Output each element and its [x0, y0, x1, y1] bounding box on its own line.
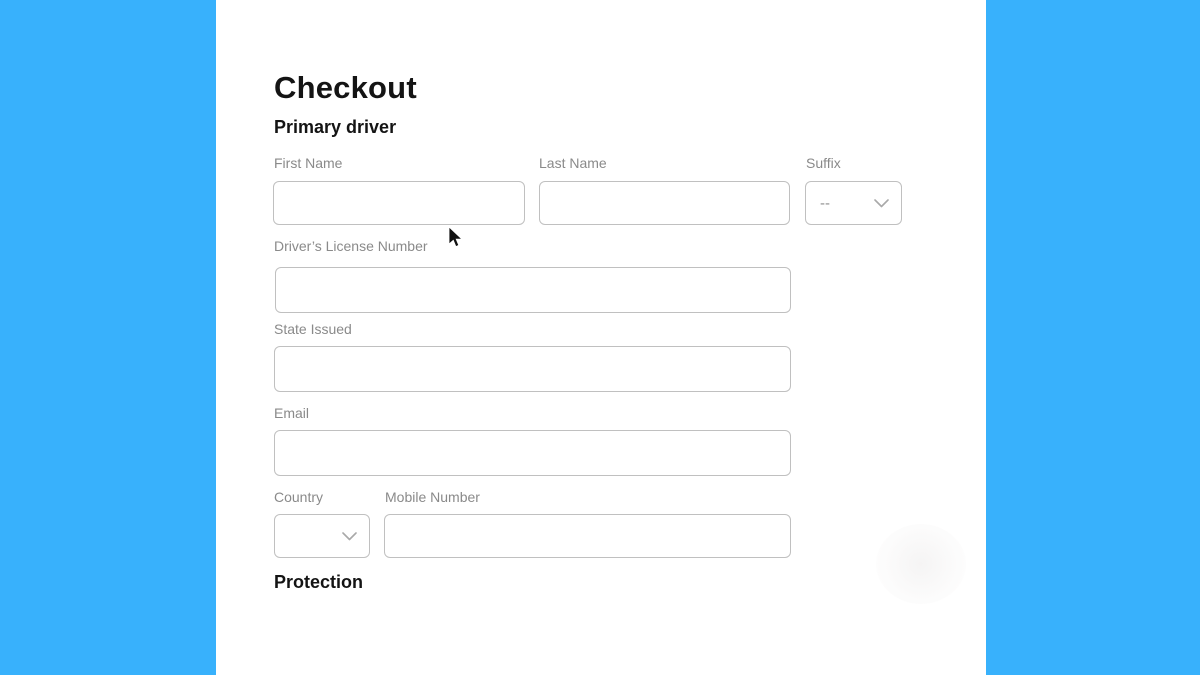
checkout-panel	[216, 0, 986, 675]
chevron-down-icon	[342, 532, 357, 541]
mobile-number-label: Mobile Number	[385, 489, 480, 505]
last-name-label: Last Name	[539, 155, 607, 171]
chevron-down-icon	[874, 199, 889, 208]
first-name-label: First Name	[274, 155, 343, 171]
page-title: Checkout	[274, 70, 417, 105]
email-label: Email	[274, 405, 310, 421]
faint-watermark	[876, 524, 966, 604]
suffix-select[interactable]	[805, 181, 902, 225]
first-name-input[interactable]	[273, 181, 525, 225]
mobile-number-input[interactable]	[384, 514, 791, 558]
section-title-primary-driver: Primary driver	[274, 117, 397, 137]
suffix-label: Suffix	[806, 155, 841, 171]
drivers-license-label: Driver’s License Number	[274, 238, 428, 254]
country-label: Country	[274, 489, 324, 505]
state-issued-label: State Issued	[274, 321, 352, 337]
state-issued-input[interactable]	[274, 346, 791, 392]
drivers-license-input[interactable]	[275, 267, 791, 313]
last-name-input[interactable]	[539, 181, 790, 225]
suffix-selected-value: --	[820, 194, 830, 212]
country-select[interactable]	[274, 514, 370, 558]
email-input[interactable]	[274, 430, 791, 476]
section-title-protection: Protection	[274, 572, 364, 592]
